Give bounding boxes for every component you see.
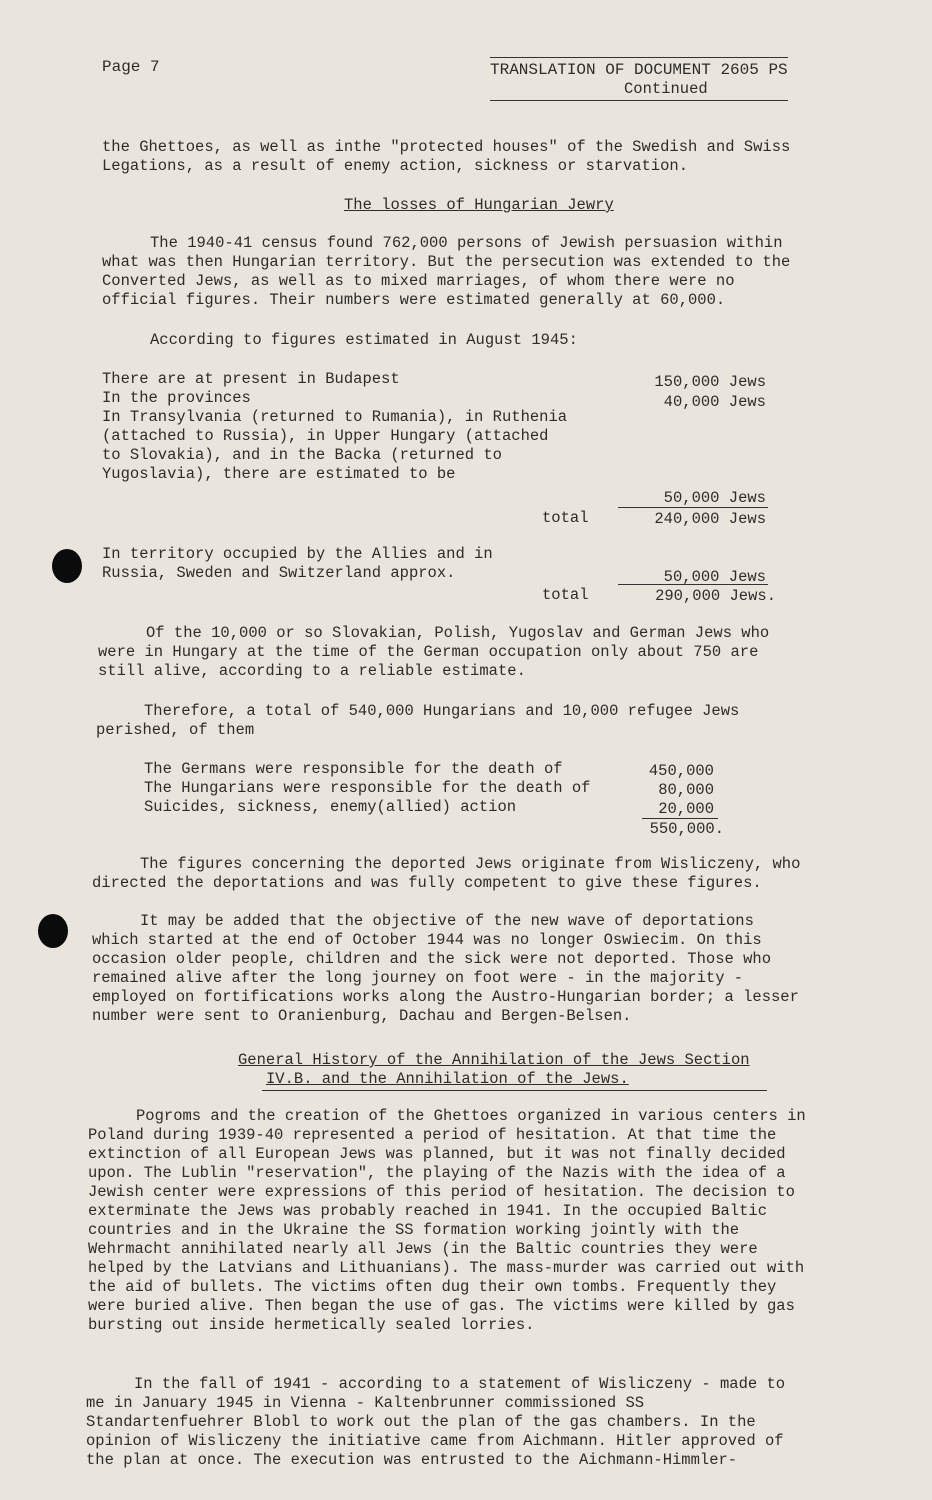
estimate-budapest-value: 150,000 Jews: [654, 373, 766, 391]
total-value-2: 290,000 Jews.: [655, 587, 776, 605]
estimate-allies-label: In territory occupied by the Allies and in Russia, Sweden and Switzerland approx.: [102, 545, 493, 582]
punch-hole-upper: [52, 549, 82, 583]
total-value-1: 240,000 Jews: [654, 510, 766, 528]
deaths-hungarians-value: 80,000: [658, 781, 714, 799]
punch-hole-lower: [38, 914, 68, 948]
perished-paragraph: Therefore, a total of 540,000 Hungarians and 10,000 refugee Jews perished, of them: [96, 702, 740, 739]
header-bottom-rule: [490, 100, 788, 101]
estimate-budapest-label: There are at present in Budapest: [102, 370, 400, 388]
estimate-provinces-label: In the provinces: [102, 389, 251, 407]
deaths-germans-label: The Germans were responsible for the death of: [144, 760, 563, 778]
estimate-annexed-label: In Transylvania (returned to Rumania), in Ruthenia (attached to Russia), in Upper Hungary (attached to Slovakia), and in the Backa (returned to Yugoslavia), there are estimated to be: [102, 408, 568, 483]
refugees-paragraph: Of the 10,000 or so Slovakian, Polish, Yugoslav and German Jews who were in Hungary at the time of the German occupation only about 750 are still alive, according to a reliable estimate.: [98, 624, 770, 680]
deaths-sum-rule: [642, 818, 718, 819]
deaths-hungarians-label: The Hungarians were responsible for the death of: [144, 779, 591, 797]
estimate-provinces-value: 40,000 Jews: [663, 393, 766, 411]
deportations-paragraph: It may be added that the objective of the new wave of deportations which started at the end of October 1944 was no longer Oswiecim. On this occasion older people, children and the sick were not deported. Those who remained alive after the long journey on foot were - in the majority - employed on fortifications works along the Austro-Hungarian border; a lesser number were sent to Oranienburg, Dachau and Bergen-Belsen.: [92, 912, 799, 1025]
intro-paragraph: the Ghettoes, as well as inthe "protected houses" of the Swedish and Swiss Legations, as a result of enemy action, sickness or starvation.: [102, 138, 791, 175]
sum-rule-2: [618, 584, 768, 585]
gas-chambers-paragraph: In the fall of 1941 - according to a statement of Wisliczeny - made to me in January 1945 in Vienna - Kaltenbrunner commissioned SS Standartenfuehrer Blobl to work out the plan of the gas chambers. In the opinion of Wisliczeny the initiative came from Aichmann. Hitler approved of the plan at once. The execution was entrusted to the Aichmann-Himmler-: [86, 1375, 786, 1469]
section-heading-rule: [262, 1090, 767, 1091]
sum-rule-1: [618, 507, 768, 508]
deaths-other-label: Suicides, sickness, enemy(allied) action: [144, 798, 517, 816]
header-top-rule: [490, 57, 788, 58]
page-number: Page 7: [102, 58, 160, 76]
section-heading-annihilation-line1: General History of the Annihilation of the Jews Section: [238, 1051, 750, 1069]
estimate-annexed-value: 50,000 Jews: [663, 489, 766, 507]
census-paragraph: The 1940-41 census found 762,000 persons of Jewish persuasion within what was then Hungarian territory. But the persecution was extended to the Converted Jews, as well as to mixed marriages, of whom there were no official figures. Their numbers were estimated generally at 60,000.: [102, 234, 791, 309]
continued-label: Continued: [624, 80, 708, 98]
section-heading-annihilation-line2: IV.B. and the Annihilation of the Jews.: [266, 1070, 629, 1088]
figures-source-paragraph: The figures concerning the deported Jews originate from Wisliczeny, who directed the deportations and was fully competent to give these figures.: [92, 855, 801, 892]
section-heading-hungarian-losses: The losses of Hungarian Jewry: [344, 196, 614, 214]
deaths-germans-value: 450,000: [648, 762, 714, 780]
estimate-allies-value: 50,000 Jews: [663, 568, 766, 586]
deaths-total-value: 550,000.: [649, 820, 724, 838]
estimates-intro: According to figures estimated in August 1945:: [150, 331, 578, 349]
document-title: TRANSLATION OF DOCUMENT 2605 PS: [490, 61, 788, 79]
pogroms-paragraph: Pogroms and the creation of the Ghettoes organized in various centers in Poland during 1939-40 represented a period of hesitation. At that time the extinction of all European Jews was planned, but it was not finally decided upon. The Lublin "reservation", the playing of the Nazis with the idea of a Jewish center were expressions of this period of hesitation. The decision to exterminate the Jews was probably reached in 1941. In the occupied Baltic countries and in the Ukraine the SS formation working jointly with the Wehrmacht annihilated nearly all Jews (in the Baltic countries they were helped by the Latvians and Lithuanians). The mass-murder was carried out with the aid of bullets. The victims often dug their own tombs. Frequently they were buried alive. Then began the use of gas. The victims were killed by gas bursting out inside hermetically sealed lorries.: [88, 1107, 806, 1334]
deaths-other-value: 20,000: [658, 800, 714, 818]
total-label-1: total: [542, 509, 589, 527]
total-label-2: total: [542, 586, 589, 604]
